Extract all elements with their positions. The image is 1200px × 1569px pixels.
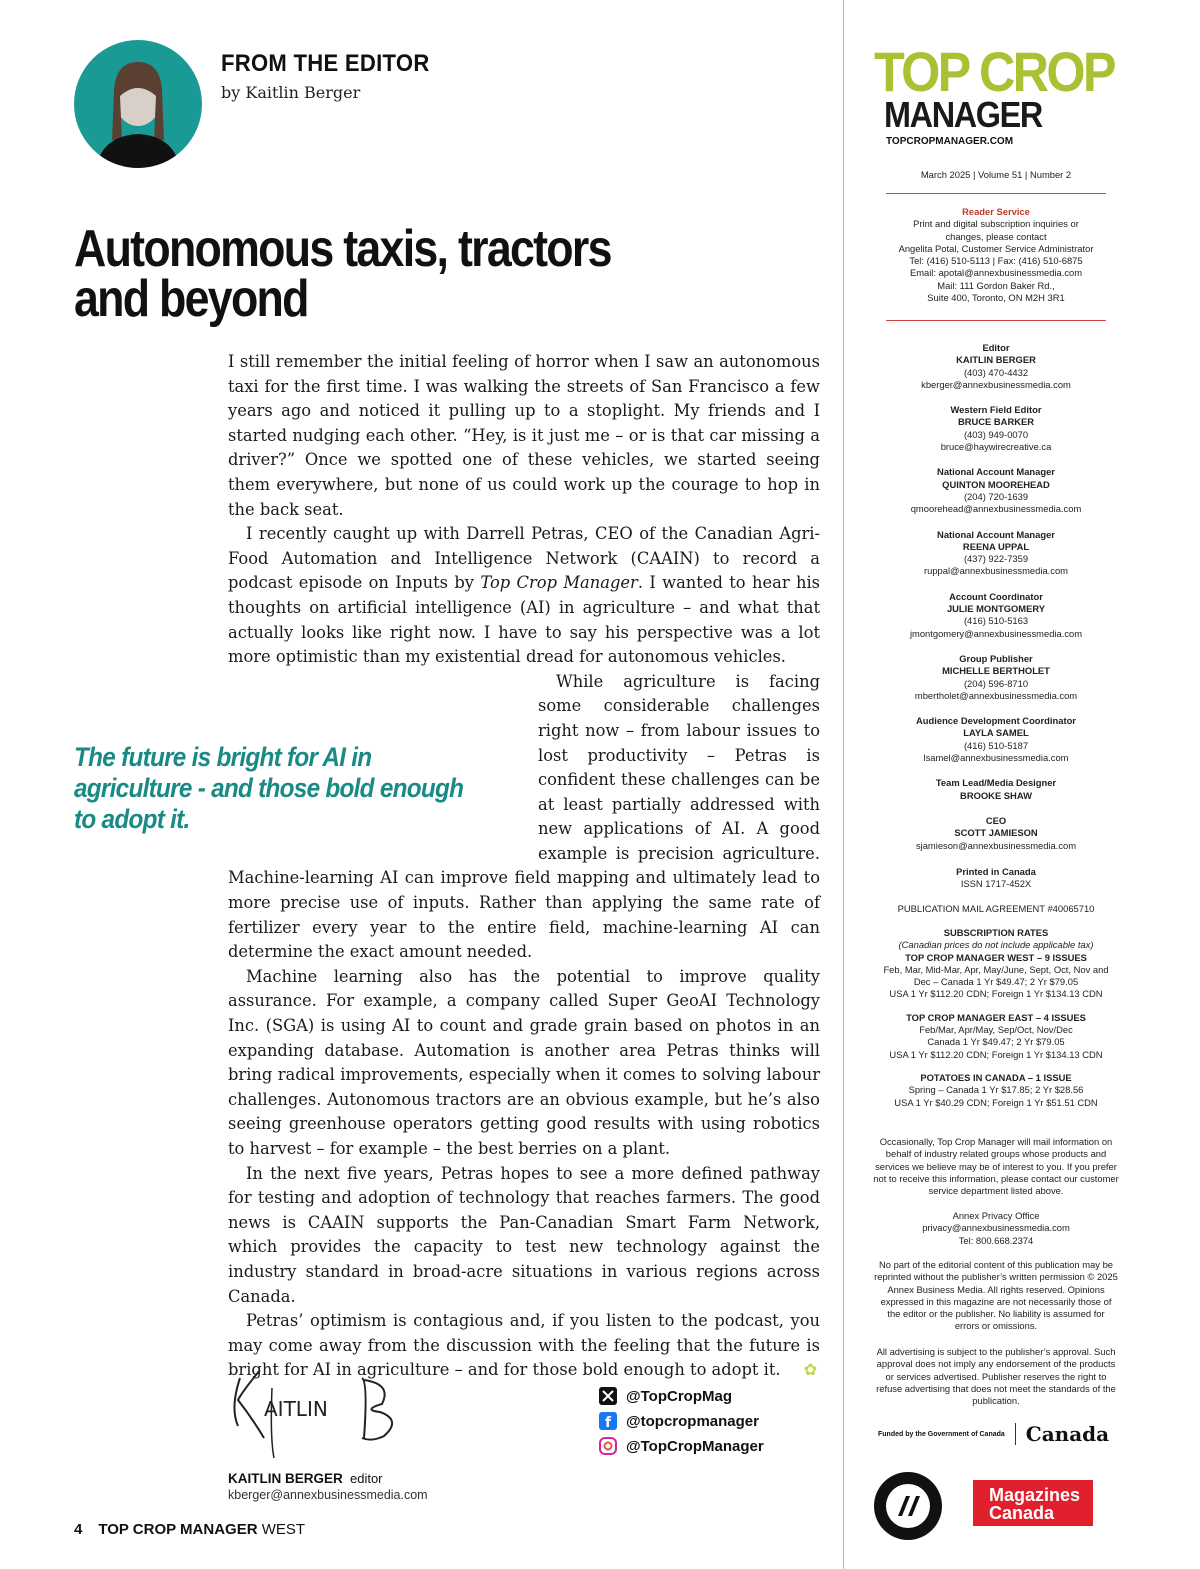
end-mark-icon: ✿ xyxy=(803,1360,818,1380)
staff-entry xyxy=(868,529,1124,578)
staff-phone: (403) 949-0070 xyxy=(963,428,1029,440)
staff-name: REENA UPPAL xyxy=(962,540,1030,552)
svg-text:f: f xyxy=(605,1415,612,1430)
byline: by Kaitlin Berger xyxy=(221,83,361,102)
article-body xyxy=(228,350,820,1383)
edition: WEST xyxy=(261,1521,306,1538)
staff-email[interactable]: sjamieson@annexbusinessmedia.com xyxy=(915,839,1077,851)
staff-email[interactable]: lsamel@annexbusinessmedia.com xyxy=(923,752,1069,764)
staff-role: Western Field Editor xyxy=(950,404,1042,416)
staff-name: MICHELLE BERTHOLET xyxy=(942,665,1050,677)
staff-email[interactable]: mbertholet@annexbusinessmedia.com xyxy=(914,689,1078,701)
staff-phone: (204) 720-1639 xyxy=(963,490,1029,502)
staff-phone: (204) 596-8710 xyxy=(963,677,1029,689)
paragraph: Machine learning also has the potential to improve quality assurance. For example, a company called Super GeoAI Technology Inc. (SGA) is using AI to count and grade grain based on photos in an expanding database. Automation is another area Petras thinks will bring radical improvements, especially when it comes to solving labour challenges. Autonomous tractors are an obvious example, but he’s also seeing greenhouse operators getting good results with using robotics to harvest – for example – the best berries on a plant. xyxy=(228,966,820,1158)
text-line: USA 1 Yr $112.20 CDN; Foreign 1 Yr $134.13 CDN xyxy=(889,988,1103,1000)
text-line: Feb, Mar, Mid-Mar, Apr, May/June, Sept, Oct, Nov and xyxy=(883,963,1109,975)
staff-role: National Account Manager xyxy=(937,466,1055,478)
social-handle: @topcropmanager xyxy=(626,1412,759,1430)
staff-role: National Account Manager xyxy=(937,528,1055,540)
staff-role: Group Publisher xyxy=(959,652,1033,664)
paragraph: While agriculture is facing some considerable challenges right now – from labour issues to lost productivity – Petras is confident these challenges can be at least partially addressed with new applications of AI. A good example is precision agriculture. Machine-learning AI can improve field mapping and ultimately lead to more precise use of inputs. Rather than applying the same rate of fertilizer every year to the entire field, machine-learning AI can determine the exact amount needed. xyxy=(228,671,820,962)
staff-email[interactable]: ruppal@annexbusinessmedia.com xyxy=(924,565,1068,577)
mail-agreement: PUBLICATION MAIL AGREEMENT #40065710 xyxy=(897,903,1095,914)
staff-entry xyxy=(868,815,1124,852)
section-kicker: FROM THE EDITOR xyxy=(221,50,430,77)
publication-name: TOP CROP MANAGER xyxy=(98,1521,258,1538)
text-line: Print and digital subscription inquiries or xyxy=(913,218,1079,230)
text-line: Dec – Canada 1 Yr $49.47; 2 Yr $79.05 xyxy=(913,976,1079,988)
paragraph: In the next five years, Petras hopes to see a more defined pathway for testing and adoption of technology that reaches farmers. The good news is CAAIN supports the Pan-Canadian Smart Farm Network, which provides the capacity to test new technology against the industry standard in broad-acre situations in various regions across Canada. xyxy=(228,1163,820,1306)
signoff-email[interactable]: kberger@annexbusinessmedia.com xyxy=(228,1488,428,1502)
staff-name: BROOKE SHAW xyxy=(960,789,1032,801)
staff-entry xyxy=(868,342,1124,391)
staff-email[interactable]: kberger@annexbusinessmedia.com xyxy=(921,378,1071,390)
column-divider xyxy=(843,0,844,1569)
text-line: changes, please contact xyxy=(945,230,1047,242)
staff-directory xyxy=(868,342,1124,865)
issue-info: March 2025 | Volume 51 | Number 2 xyxy=(920,169,1072,180)
text-line: Angelita Potal, Customer Service Administrator xyxy=(898,242,1094,254)
staff-role: Account Coordinator xyxy=(949,590,1043,602)
text-line: Tel: (416) 510-5113 | Fax: (416) 510-6875 xyxy=(909,255,1083,267)
staff-role: Editor xyxy=(982,342,1010,353)
masthead-logo: TOP CROP MANAGER xyxy=(874,40,1114,135)
reader-service: Reader Service Print and digital subscription inquiries or changes, please contact Angelita Potal, Customer Service Administrator Tel: (416) 510-5113 | Fax: (416) 510-6875 Email: apotal@annexbusinessmedia.com Mail: 111 Gordon Baker Rd., Suite 400, Toronto, ON M2H 3R1 xyxy=(868,206,1124,304)
staff-entry xyxy=(868,715,1124,764)
staff-entry xyxy=(868,466,1124,515)
social-handle: @TopCropManager xyxy=(626,1437,764,1455)
svg-text:AITLIN: AITLIN xyxy=(264,1397,328,1421)
staff-role: CEO xyxy=(985,814,1007,826)
text-line: Mail: 111 Gordon Baker Rd., xyxy=(937,279,1055,291)
staff-name: SCOTT JAMIESON xyxy=(954,827,1038,839)
printed-info: Printed in Canada ISSN 1717-452X xyxy=(956,866,1036,890)
staff-role: Audience Development Coordinator xyxy=(916,715,1076,727)
paragraph: Petras’ optimism is contagious and, if you listen to the podcast, you may come away from the discussion with the feeling that the future is bright for AI in agriculture – and for those bold enough to adopt it. ✿ xyxy=(228,1309,820,1383)
text-line: USA 1 Yr $112.20 CDN; Foreign 1 Yr $134.13 CDN xyxy=(889,1048,1103,1060)
divider-rule xyxy=(886,193,1106,194)
staff-name: KAITLIN BERGER xyxy=(956,354,1036,366)
signature-image xyxy=(212,1348,412,1468)
pull-quote: The future is bright for AI in agriculture - and those bold enough to adopt it. xyxy=(74,742,464,834)
facebook-icon xyxy=(598,1411,618,1431)
headline-line: and beyond xyxy=(74,270,308,328)
editor-avatar xyxy=(74,40,202,168)
staff-email[interactable]: bruce@haywirecreative.ca xyxy=(940,441,1052,453)
staff-phone: (437) 922-7359 xyxy=(963,553,1029,565)
text-line: Feb/Mar, Apr/May, Sep/Oct, Nov/Dec xyxy=(919,1024,1073,1036)
staff-entry xyxy=(868,777,1124,802)
headline xyxy=(74,220,693,328)
ccab-seal-icon xyxy=(872,1470,944,1542)
government-funding-logo: Funded by the Government of Canada Canada xyxy=(878,1422,1110,1446)
paragraph: I recently caught up with Darrell Petras, CEO of the Canadian Agri-Food Automation and Intelligence Network (CAAIN) to record a podcast episode on Inputs by Top Crop Manager. I wanted to hear his thoughts on artificial intelligence (AI) in agriculture – and what that actually looks like right now. I have to say his perspective was a lot more optimistic than my existential dread for autonomous vehicles. xyxy=(228,524,821,667)
social-x[interactable] xyxy=(598,1386,732,1406)
social-handle: @TopCropMag xyxy=(626,1387,732,1405)
staff-name: LAYLA SAMEL xyxy=(963,727,1029,739)
subscription-rates: SUBSCRIPTION RATES (Canadian prices do not include applicable tax) TOP CROP MANAGER WEST – 9 ISSUES Feb, Mar, Mid-Mar, Apr, May/June, Sept, Oct, Nov and Dec – Canada 1 Yr $49.47; 2 Yr $79.05 USA 1 Yr $112.20 CDN; Foreign 1 Yr $134.13 CDN TOP CROP MANAGER EAST – 4 ISSUES Feb/Mar, Apr/May, Sep/Oct, Nov/Dec Canada 1 Yr $49.47; 2 Yr $79.05 USA 1 Yr $112.20 CDN; Foreign 1 Yr $134.13 CDN POTATOES IN CANADA – 1 ISSUE Spring – Canada 1 Yr $17.85; 2 Yr $28.56 USA 1 Yr $40.29 CDN; Foreign 1 Yr $51.51 CDN xyxy=(868,927,1124,1109)
privacy-email[interactable]: privacy@annexbusinessmedia.com xyxy=(922,1222,1070,1234)
staff-name: QUINTON MOOREHEAD xyxy=(942,478,1050,490)
staff-entry xyxy=(868,591,1124,640)
text-line: Canada 1 Yr $49.47; 2 Yr $79.05 xyxy=(927,1036,1065,1048)
x-icon xyxy=(598,1386,618,1406)
staff-phone: (416) 510-5163 xyxy=(963,615,1029,627)
staff-name: BRUCE BARKER xyxy=(957,416,1035,428)
magazines-canada-logo: Magazines Canada xyxy=(973,1480,1093,1526)
social-facebook[interactable] xyxy=(598,1411,759,1431)
staff-phone: (403) 470-4432 xyxy=(963,366,1029,378)
paragraph: I still remember the initial feeling of horror when I saw an autonomous taxi for the first time. I was walking the streets of San Francisco a few years ago and noticed it pulling up to a stoplight. My friends and I started nudging each other. “Hey, is it just me – or is that car missing a driver?” Once we spotted one of these vehicles, we started seeing them everywhere, but none of us could work up the courage to hop in the back seat. xyxy=(228,352,820,519)
staff-entry xyxy=(868,404,1124,453)
page-folio xyxy=(74,1521,305,1538)
privacy-office: Annex Privacy Office privacy@annexbusinessmedia.com Tel: 800.668.2374 xyxy=(868,1210,1124,1247)
signoff-name: KAITLIN BERGER editor xyxy=(228,1471,383,1486)
website-link[interactable]: TOPCROPMANAGER.COM xyxy=(886,136,1014,147)
staff-phone: (416) 510-5187 xyxy=(963,739,1029,751)
staff-name: JULIE MONTGOMERY xyxy=(946,603,1046,615)
staff-email[interactable]: qmoorehead@annexbusinessmedia.com xyxy=(910,503,1082,515)
staff-entry xyxy=(868,653,1124,702)
social-instagram[interactable] xyxy=(598,1436,764,1456)
mailing-notice: Occasionally, Top Crop Manager will mail information on behalf of industry related groups whose products and services we believe may be of interest to you. If you prefer not to receive this information, please contact our customer service department listed above. xyxy=(873,1136,1119,1197)
instagram-icon xyxy=(598,1436,618,1456)
staff-email[interactable]: jmontgomery@annexbusinessmedia.com xyxy=(909,627,1083,639)
text-line: Suite 400, Toronto, ON M2H 3R1 xyxy=(927,292,1065,304)
text-line: Email: apotal@annexbusinessmedia.com xyxy=(909,267,1083,279)
advertising-notice: All advertising is subject to the publisher’s approval. Such approval does not imply any endorsement of the products or services advertised. Publisher reserves the right to refuse advertising that does not meet the standards of the publication. xyxy=(876,1346,1116,1407)
editorial-notice: No part of the editorial content of this publication may be reprinted without the publisher’s written permission © 2025 Annex Business Media. All rights reserved. Opinions expressed in this magazine are not necessarily those of the editor or the publisher. No liability is assumed for errors or omissions. xyxy=(874,1259,1118,1332)
staff-role: Team Lead/Media Designer xyxy=(935,777,1057,789)
headline-line: Autonomous taxis, tractors xyxy=(74,220,611,278)
divider-rule xyxy=(886,320,1106,321)
text-line: Spring – Canada 1 Yr $17.85; 2 Yr $28.56 xyxy=(908,1084,1084,1096)
text-line: USA 1 Yr $40.29 CDN; Foreign 1 Yr $51.51 CDN xyxy=(894,1096,1098,1108)
page-number: 4 xyxy=(74,1521,83,1538)
